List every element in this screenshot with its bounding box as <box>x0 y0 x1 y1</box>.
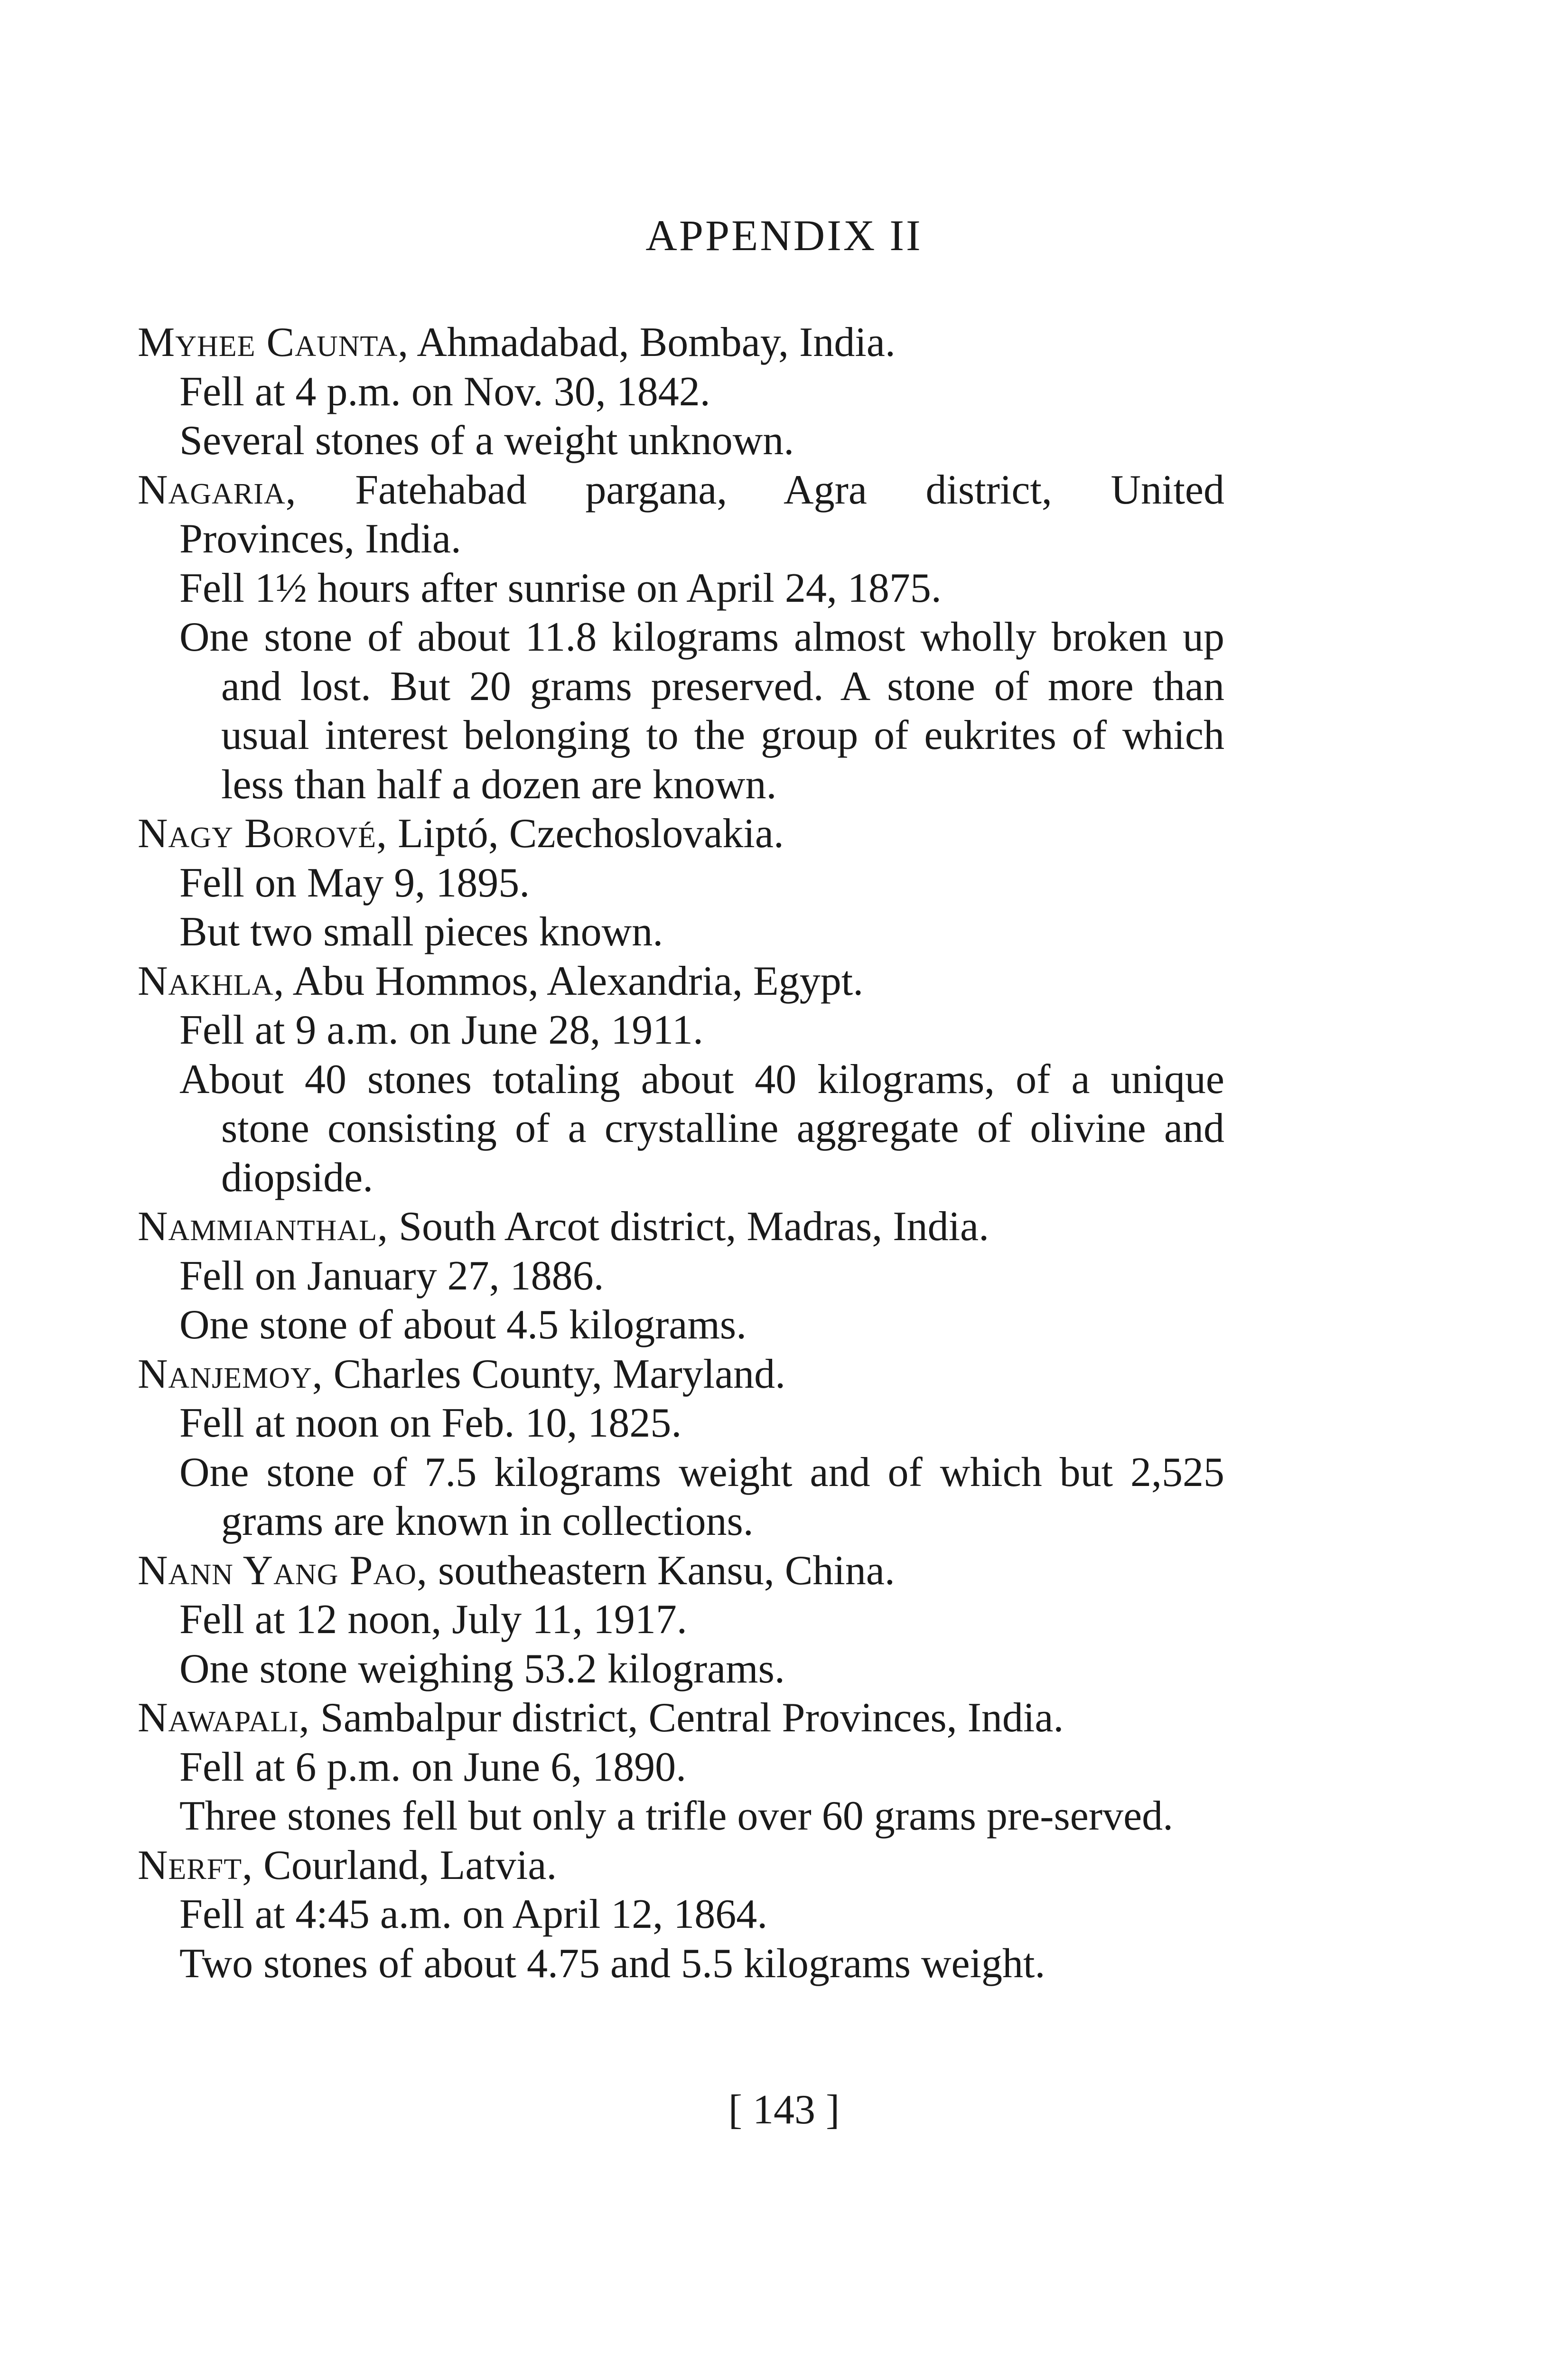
entry-nawapali <box>138 1693 1224 1841</box>
entry-location: Liptó, Czechoslovakia. <box>387 811 784 857</box>
entry-description: Three stones fell but only a trifle over 60 grams pre-served. <box>179 1793 1174 1839</box>
entry-fell: Fell at 4:45 a.m. on April 12, 1864. <box>179 1891 768 1937</box>
entry-location: Sambalpur district, Central Provinces, India. <box>309 1695 1064 1741</box>
entry-heading <box>138 1693 1224 1743</box>
entry-fell: Fell at 4 p.m. on Nov. 30, 1842. <box>179 368 710 415</box>
entry-heading <box>138 1546 1224 1596</box>
entry-name: Nann Yang Pao, <box>138 1547 428 1594</box>
entry-name: Nanjemoy, <box>138 1351 323 1397</box>
meteorite-entries <box>138 318 1224 1988</box>
entry-fell: Fell 1½ hours after sunrise on April 24, 1875. <box>179 565 942 611</box>
entry-fell: Fell on January 27, 1886. <box>179 1252 604 1299</box>
entry-name: Nakhla, <box>138 958 285 1004</box>
entry-nanjemoy <box>138 1350 1224 1546</box>
entry-description: Two stones of about 4.75 and 5.5 kilograms weight. <box>179 1940 1045 1987</box>
entry-nerft <box>138 1841 1224 1989</box>
page-title: APPENDIX II <box>645 211 923 260</box>
entry-location: Courland, Latvia. <box>253 1842 557 1888</box>
page-number: [ 143 ] <box>728 2087 840 2133</box>
entry-nagy-borove <box>138 809 1224 957</box>
entry-fell: Fell at 6 p.m. on June 6, 1890. <box>179 1744 687 1790</box>
entry-location: Abu Hommos, Alexandria, Egypt. <box>284 958 864 1004</box>
entry-name: Nagy Borové, <box>138 811 388 857</box>
entry-nammianthal <box>138 1202 1224 1350</box>
entry-heading <box>138 466 1224 515</box>
entry-nagaria <box>138 466 1224 810</box>
entry-description: One stone of 7.5 kilograms weight and of which but 2,525 grams are known in collections. <box>179 1449 1224 1544</box>
entry-fell: Fell at noon on Feb. 10, 1825. <box>179 1400 682 1446</box>
entry-fell: Fell on May 9, 1895. <box>179 860 530 906</box>
entry-description: Several stones of a weight unknown. <box>179 418 794 464</box>
entry-location: Charles County, Maryland. <box>323 1351 786 1397</box>
entry-name: Nawapali, <box>138 1695 310 1741</box>
entry-location-continued: Provinces, India. <box>179 516 461 562</box>
entry-myhee-caunta <box>138 318 1224 466</box>
entry-description: About 40 stones totaling about 40 kilograms, of a unique stone consisting of a crystalline aggregate of olivine and diopside. <box>179 1056 1224 1201</box>
entry-name: Nagaria, <box>138 467 297 513</box>
entry-location: southeastern Kansu, China. <box>427 1547 895 1594</box>
entry-location: Ahmadabad, Bombay, India. <box>409 319 896 365</box>
entry-nakhla <box>138 957 1224 1203</box>
entry-name: Myhee Caunta, <box>138 319 409 365</box>
entry-name: Nammianthal, <box>138 1204 389 1250</box>
entry-nann-yang-pao <box>138 1546 1224 1694</box>
entry-description: One stone of about 11.8 kilograms almost wholly broken up and lost. But 20 grams preserved. A stone of more than usual interest belonging to the group of eukrites of which less than half a dozen are known. <box>179 614 1224 808</box>
entry-location: Fatehabad pargana, Agra district, United <box>296 467 1224 513</box>
entry-fell: Fell at 9 a.m. on June 28, 1911. <box>179 1007 703 1053</box>
entry-heading <box>138 809 1224 859</box>
entry-heading <box>138 318 1224 367</box>
entry-heading <box>138 1350 1224 1399</box>
entry-description: But two small pieces known. <box>179 909 663 955</box>
entry-name: Nerft, <box>138 1842 253 1888</box>
entry-location: South Arcot district, Madras, India. <box>388 1204 989 1250</box>
entry-heading <box>138 957 1224 1006</box>
entry-description: One stone of about 4.5 kilograms. <box>179 1302 747 1348</box>
entry-heading <box>138 1202 1224 1252</box>
entry-description: One stone weighing 53.2 kilograms. <box>179 1645 785 1692</box>
entry-fell: Fell at 12 noon, July 11, 1917. <box>179 1597 687 1643</box>
entry-heading <box>138 1841 1224 1890</box>
